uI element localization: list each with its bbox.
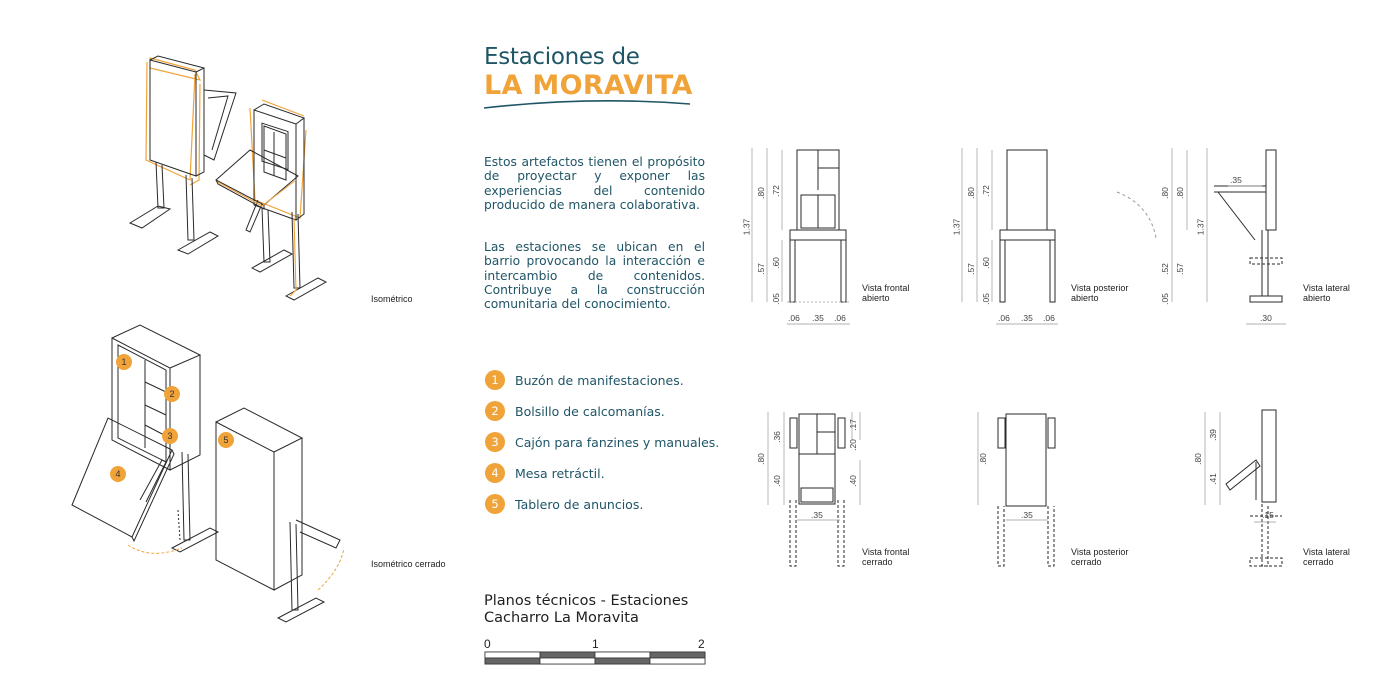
dim-label: .35 [1021, 510, 1033, 520]
iso-open-label: Isométrico [371, 294, 413, 304]
view-label-back-closed [1071, 547, 1161, 567]
item-label: Cajón para fanzines y manuales. [515, 434, 720, 450]
view-label-line: cerrado [1303, 557, 1334, 567]
back-closed-dims [978, 412, 1048, 520]
marker-3: 3 [162, 428, 178, 444]
back-closed-drawing [998, 414, 1055, 566]
dim-label: .05 [980, 293, 991, 305]
dim-label: .80 [965, 187, 976, 199]
iso-closed-label: Isométrico cerrado [371, 559, 446, 569]
dim-label: .06 [788, 313, 800, 323]
dim-label: 1.37 [1195, 218, 1206, 236]
title-line-1: Estaciones de [484, 44, 640, 70]
scale-tick-0: 0 [484, 637, 491, 651]
title-line-2: LA MORAVITA [484, 70, 693, 101]
dim-label: .80 [755, 453, 766, 465]
dim-label: .41 [1207, 473, 1218, 485]
scale-bar [485, 652, 705, 664]
dim-label: .39 [1207, 429, 1218, 441]
list-item [485, 400, 665, 422]
dim-label: .06 [1043, 313, 1055, 323]
side-open-dims [1172, 148, 1286, 324]
item-number-badge: 5 [485, 494, 505, 514]
dim-label: .05 [1159, 293, 1170, 305]
plans-title-line-1: Planos técnicos - Estaciones [484, 593, 689, 609]
back-open-drawing [1000, 150, 1055, 302]
dim-label: .06 [998, 313, 1010, 323]
dim-label: .80 [977, 453, 988, 465]
view-label-side-closed [1303, 547, 1393, 567]
front-open-drawing [790, 150, 846, 302]
view-label-line: Vista frontal [862, 547, 910, 557]
dim-label: .05 [770, 293, 781, 305]
marker-5: 5 [218, 432, 234, 448]
view-label-line: abierto [862, 293, 890, 303]
view-label-line: abierto [1071, 293, 1099, 303]
marker-4: 4 [110, 466, 126, 482]
list-item [485, 462, 605, 484]
dim-label: .15 [1262, 510, 1274, 520]
dim-label: .72 [770, 185, 781, 197]
dim-label: .57 [1174, 263, 1185, 275]
isometric-open-drawing [130, 56, 326, 300]
list-item [485, 369, 684, 391]
dim-label: .20 [847, 439, 858, 451]
dim-label: .60 [770, 257, 781, 269]
item-number-badge: 3 [485, 432, 505, 452]
front-closed-drawing [790, 414, 845, 566]
back-open-dims [962, 148, 1058, 324]
dim-label: .35 [812, 313, 824, 323]
side-closed-drawing [1226, 410, 1282, 566]
view-label-front-open [862, 283, 952, 303]
marker-2: 2 [164, 386, 180, 402]
view-label-side-open [1303, 283, 1393, 303]
list-item [485, 493, 643, 515]
item-number-badge: 2 [485, 401, 505, 421]
dim-label: .35 [811, 510, 823, 520]
dim-label: .72 [980, 185, 991, 197]
dim-label: .80 [1192, 453, 1203, 465]
list-item [485, 431, 719, 453]
item-label: Buzón de manifestaciones. [515, 372, 684, 388]
view-label-front-closed [862, 547, 952, 567]
front-open-dims [752, 148, 850, 324]
dim-label: .35 [1021, 313, 1033, 323]
view-label-line: cerrado [862, 557, 893, 567]
description-paragraph-2: Las estaciones se ubican en el barrio provocando la interacción e intercambio de contenidos. Contribuye a la construcción comunitaria del conocimiento. [484, 240, 705, 312]
dim-label: .80 [755, 187, 766, 199]
dim-label: .36 [771, 431, 782, 443]
dim-label: .06 [834, 313, 846, 323]
item-number-badge: 4 [485, 463, 505, 483]
dim-label: .40 [847, 475, 858, 487]
item-label: Mesa retráctil. [515, 465, 605, 481]
view-label-line: Vista posterior [1071, 283, 1129, 293]
plans-title-line-2: Cacharro La Moravita [484, 610, 639, 626]
dim-label: .57 [755, 263, 766, 275]
dim-label: 1.37 [741, 218, 752, 236]
view-label-line: cerrado [1071, 557, 1102, 567]
view-label-line: Vista lateral [1303, 547, 1350, 557]
side-open-drawing [1214, 150, 1282, 302]
item-label: Bolsillo de calcomanías. [515, 403, 665, 419]
dim-label: .17 [847, 419, 858, 431]
item-number-badge: 1 [485, 370, 505, 390]
dim-label: 1.37 [951, 218, 962, 236]
scale-tick-1: 1 [592, 637, 599, 651]
description-paragraph-1: Estos artefactos tienen el propósito de proyectar y exponer las experiencias del contenido producido de manera colaborativa. [484, 155, 705, 212]
dim-label: .52 [1159, 263, 1170, 275]
dim-label: .35 [1230, 175, 1242, 185]
view-label-line: Vista posterior [1071, 547, 1129, 557]
dim-label: .80 [1174, 187, 1185, 199]
marker-1: 1 [116, 354, 132, 370]
dim-label: .40 [771, 475, 782, 487]
view-label-line: abierto [1303, 293, 1331, 303]
side-open-swing [1117, 192, 1156, 238]
scale-tick-2: 2 [698, 637, 705, 651]
view-label-line: Vista frontal [862, 283, 910, 293]
item-label: Tablero de anuncios. [515, 496, 644, 512]
dim-label: .30 [1260, 313, 1272, 323]
plans-title [484, 593, 688, 627]
dim-label: .57 [965, 263, 976, 275]
title-underline [484, 101, 690, 108]
view-label-line: Vista lateral [1303, 283, 1350, 293]
view-label-back-open [1071, 283, 1161, 303]
dim-label: .60 [980, 257, 991, 269]
dim-label: .80 [1159, 187, 1170, 199]
